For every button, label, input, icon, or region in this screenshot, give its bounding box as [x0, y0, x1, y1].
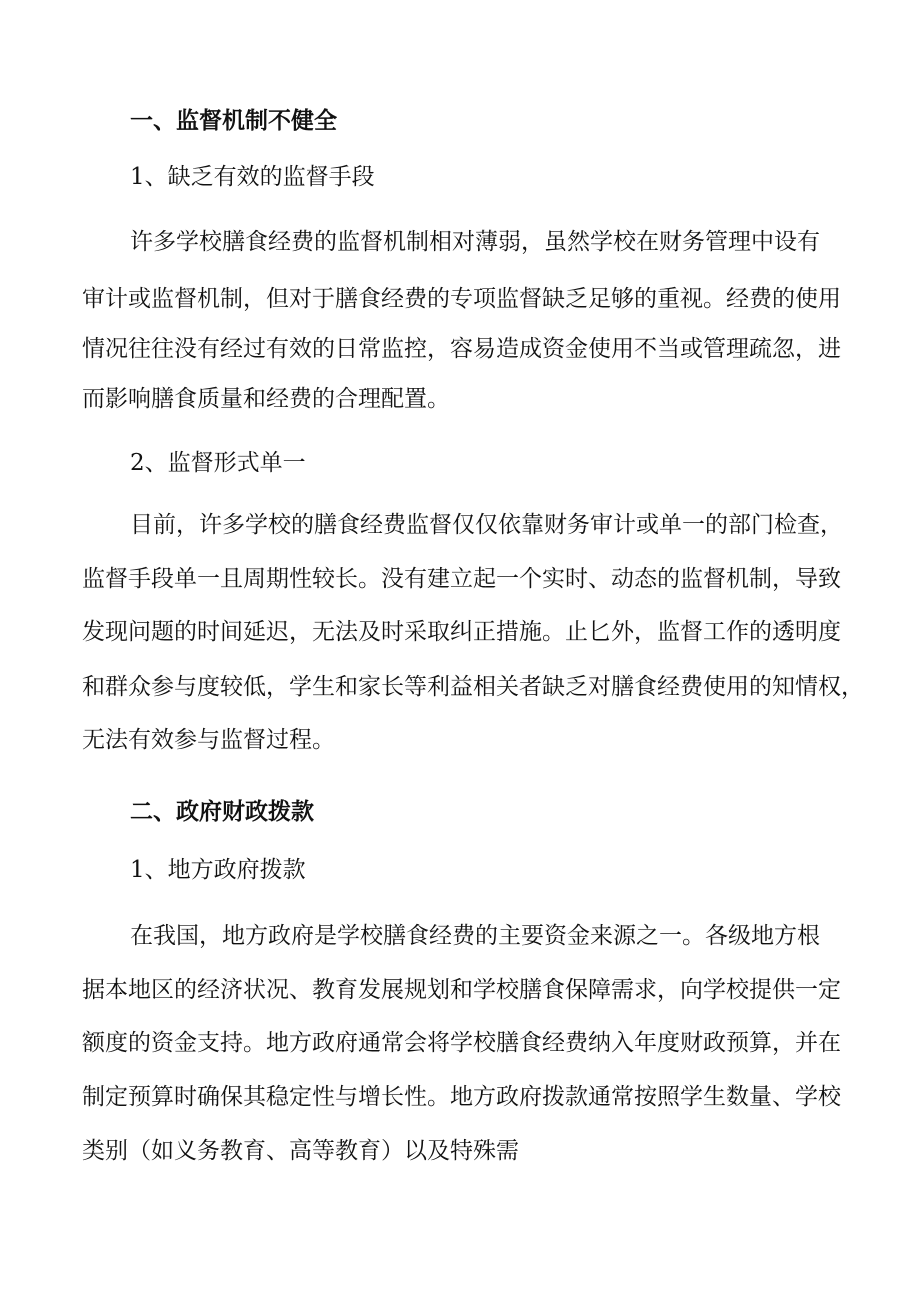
paragraph-line: 在我国，地方政府是学校膳食经费的主要资金来源之一。各级地方根	[130, 923, 820, 949]
paragraph-line: 审计或监督机制，但对于膳食经费的专项监督缺乏足够的重视。经费的使用	[82, 286, 841, 312]
subsection-title: 1、缺乏有效的监督手段	[130, 164, 375, 190]
paragraph-line: 据本地区的经济状况、教育发展规划和学校膳食保障需求，向学校提供一定	[82, 977, 841, 1003]
paragraph-line: 许多学校膳食经费的监督机制相对薄弱，虽然学校在财务管理中设有	[130, 229, 820, 255]
section-heading: 二、政府财政拨款	[130, 798, 314, 825]
section-heading: 一、监督机制不健全	[130, 107, 337, 134]
paragraph-line: 和群众参与度较低，学生和家长等利益相关者缺乏对膳食经费使用的知情权，	[82, 674, 864, 700]
paragraph-line: 发现问题的时间延迟，无法及时采取纠正措施。止匕外，监督工作的透明度	[82, 619, 841, 645]
subsection-title: 2、监督形式单一	[130, 450, 306, 476]
paragraph-line: 制定预算时确保其稳定性与增长性。地方政府拨款通常按照学生数量、学校	[82, 1084, 841, 1110]
subsection-title: 1、地方政府拨款	[130, 857, 306, 883]
paragraph-line: 类别（如义务教育、高等教育）以及特殊需	[82, 1138, 519, 1164]
paragraph-line: 目前，许多学校的膳食经费监督仅仅依靠财务审计或单一的部门检查，	[130, 512, 843, 538]
paragraph-line: 额度的资金支持。地方政府通常会将学校膳食经费纳入年度财政预算，并在	[82, 1030, 841, 1056]
paragraph-line: 而影响膳食质量和经费的合理配置。	[82, 386, 450, 412]
paragraph-line: 监督手段单一且周期性较长。没有建立起一个实时、动态的监督机制，导致	[82, 566, 841, 592]
paragraph-line: 无法有效参与监督过程。	[82, 727, 335, 753]
paragraph-line: 情况往往没有经过有效的日常监控，容易造成资金使用不当或管理疏忽，进	[82, 336, 841, 362]
